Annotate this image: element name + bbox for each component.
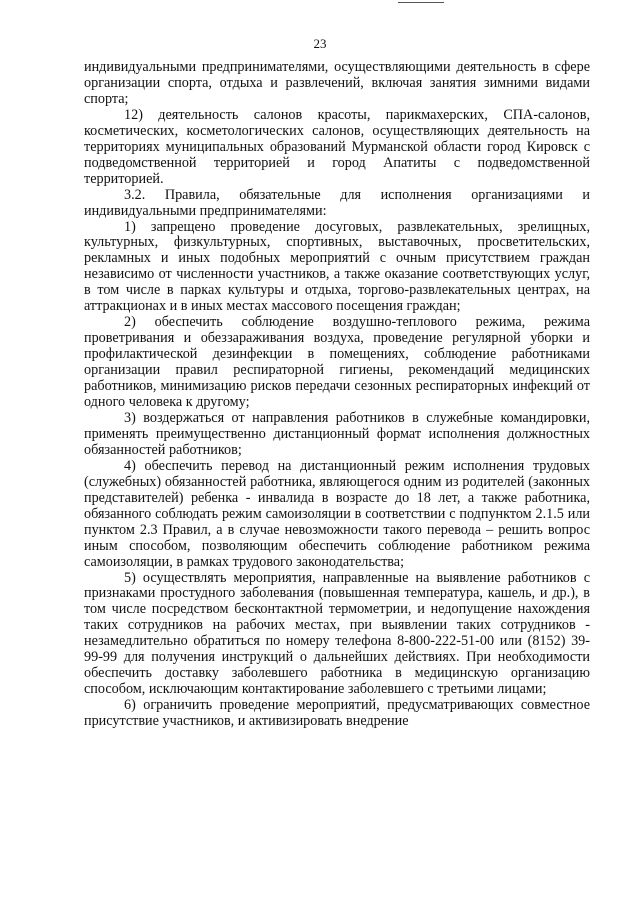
paragraph-item-12: 12) деятельность салонов красоты, парикмахерских, СПА-салонов, косметических, косметологических салонов, осуществляющих деятельность на территориях муниципальных образований Мурманской области город Кировск с подведомственной территорией и город Апатиты с подведомственной территорией.: [84, 106, 590, 187]
paragraph-rule-1: 1) запрещено проведение досуговых, развлекательных, зрелищных, культурных, физкультурных, спортивных, выставочных, просветительских, рекламных и иных подобных мероприятий с очным присутствием граждан независимо от численности участников, а также оказание соответствующих услуг, в том числе в парках культуры и отдыха, торгово-развлекательных центрах, на аттракционах и в иных местах массового посещения граждан;: [84, 218, 590, 315]
paragraph-section-3-2: 3.2. Правила, обязательные для исполнения организациями и индивидуальными предпринимателями:: [84, 186, 590, 219]
paragraph-continuation: индивидуальными предпринимателями, осуществляющими деятельность в сфере организации спорта, отдыха и развлечений, включая занятия зимними видами спорта;: [84, 59, 590, 107]
paragraph-rule-4: 4) обеспечить перевод на дистанционный режим исполнения трудовых (служебных) обязанностей работника, являющегося одним из родителей (законных представителей) ребенка - инвалида в возрасте до 18 лет, а также работника, обязанного соблюдать режим самоизоляции в соответствии с подпунктом 2.1.5 или пунктом 2.3 Правил, а в случае невозможности такого перевода – решить вопрос иным способом, позволяющим обеспечить соблюдение работником режима самоизоляции, в рамках трудового законодательства;: [84, 457, 590, 570]
document-body: [84, 60, 590, 730]
paragraph-rule-6: 6) ограничить проведение мероприятий, предусматривающих совместное присутствие участников, и активизировать внедрение: [84, 697, 590, 730]
paragraph-rule-3: 3) воздержаться от направления работников в служебные командировки, применять преимущественно дистанционный формат исполнения должностных обязанностей работников;: [84, 409, 590, 458]
page-number: 23: [313, 36, 327, 51]
paragraph-rule-2: 2) обеспечить соблюдение воздушно-теплового режима, режима проветривания и обеззараживания воздуха, проведение регулярной уборки и профилактической дезинфекции в помещениях, соблюдение работниками организации правил респираторной гигиены, рекомендаций медицинских работников, минимизацию рисков передачи сезонных респираторных инфекций от одного человека к другому;: [84, 314, 590, 411]
top-rule: [398, 2, 444, 3]
paragraph-rule-5: 5) осуществлять мероприятия, направленные на выявление работников с признаками простудного заболевания (повышенная температура, кашель, и др.), в том числе посредством бесконтактной термометрии, и недопущение нахождения таких сотрудников на рабочих местах, при выявлении таких сотрудников - незамедлительно обратиться по номеру телефона 8-800-222-51-00 или (8152) 39-99-99 для получения инструкций о дальнейших действиях. При необходимости обеспечить доставку заболевшего работника в медицинскую организацию способом, исключающим контактирование заболевшего с третьими лицами;: [84, 569, 590, 698]
